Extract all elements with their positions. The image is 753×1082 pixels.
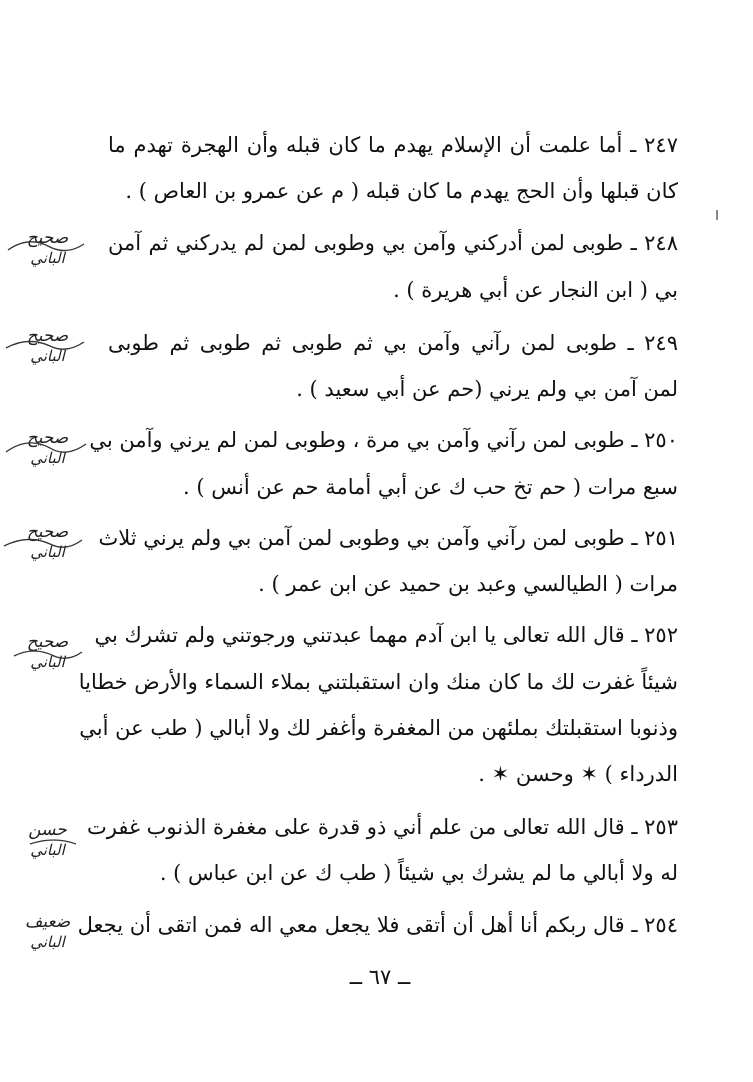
- page-number: ــ ٦٧ ــ: [349, 965, 411, 989]
- grader-name: الباني: [30, 933, 65, 951]
- margin-strokes: [0, 0, 110, 1082]
- grade-text: صحيح: [26, 326, 69, 346]
- grade-text: صحيح: [26, 228, 69, 248]
- entry-250-line-2: سبع مرات ( حم تخ حب ك عن أبي أمامة حم عن أنس ) .: [183, 475, 678, 499]
- grader-name: الباني: [30, 249, 65, 267]
- entry-252-line-1: ٢٥٢ ـ قال الله تعالى يا ابن آدم مهما عبدتني ورجوتني ولم تشرك بي: [94, 623, 678, 647]
- entry-253-line-1: ٢٥٣ ـ قال الله تعالى من علم أني ذو قدرة على مغفرة الذنوب غفرت: [86, 815, 678, 839]
- grader-name: الباني: [30, 841, 65, 859]
- entry-247-line-1: ٢٤٧ ـ أما علمت أن الإسلام يهدم ما كان قبله وأن الهجرة تهدم ما: [108, 133, 678, 157]
- entry-251-line-1: ٢٥١ ـ طوبى لمن رآني وآمن بي وطوبى لمن آمن بي ولم يرني ثلاث: [98, 526, 678, 550]
- grader-name: الباني: [30, 347, 65, 365]
- entry-252-line-3: وذنوبا استقبلتك بملئهن من المغفرة وأغفر لك ولا أبالي ( طب عن أبي: [79, 716, 678, 740]
- grade-text: ضعيف: [24, 912, 71, 932]
- entry-254-line-1: ٢٥٤ ـ قال ربكم أنا أهل أن أتقى فلا يجعل معي اله فمن اتقى أن يجعل: [77, 913, 678, 937]
- grade-text: صحيح: [26, 522, 69, 542]
- entry-249-line-2: لمن آمن بي ولم يرني (حم عن أبي سعيد ) .: [296, 377, 678, 401]
- entry-252-line-2: شيئاً غفرت لك ما كان منك وان استقبلتني بملاء السماء والأرض خطايا: [78, 670, 678, 694]
- entry-248-line-1: ٢٤٨ ـ طوبى لمن أدركني وآمن بي وطوبى لمن لم يدركني ثم آمن: [108, 231, 678, 255]
- entry-250-line-1: ٢٥٠ ـ طوبى لمن رآني وآمن بي مرة ، وطوبى لمن لم يرني وآمن بي: [89, 428, 678, 452]
- grader-name: الباني: [30, 543, 65, 561]
- entry-253-line-2: له ولا أبالي ما لم يشرك بي شيئاً ( طب ك عن ابن عباس ) .: [159, 861, 678, 885]
- entry-247-line-2: كان قبلها وأن الحج يهدم ما كان قبله ( م عن عمرو بن العاص ) .: [125, 179, 678, 203]
- grade-text: حسن: [28, 820, 67, 840]
- entry-251-line-2: مرات ( الطيالسي وعبد بن حميد عن ابن عمر ) .: [258, 572, 678, 596]
- grader-name: الباني: [30, 449, 65, 467]
- entry-248-line-2: بي ( ابن النجار عن أبي هريرة ) .: [393, 278, 678, 302]
- grader-name: الباني: [30, 653, 65, 671]
- grade-text: صحيح: [26, 632, 69, 652]
- entry-252-line-4: الدرداء ) ✶ وحسن ✶ .: [478, 762, 678, 786]
- grade-text: صحيح: [26, 428, 69, 448]
- scan-speck: [716, 210, 718, 220]
- entry-249-line-1: ٢٤٩ ـ طوبى لمن رآني وآمن بي ثم طوبى ثم طوبى ثم طوبى: [108, 331, 678, 355]
